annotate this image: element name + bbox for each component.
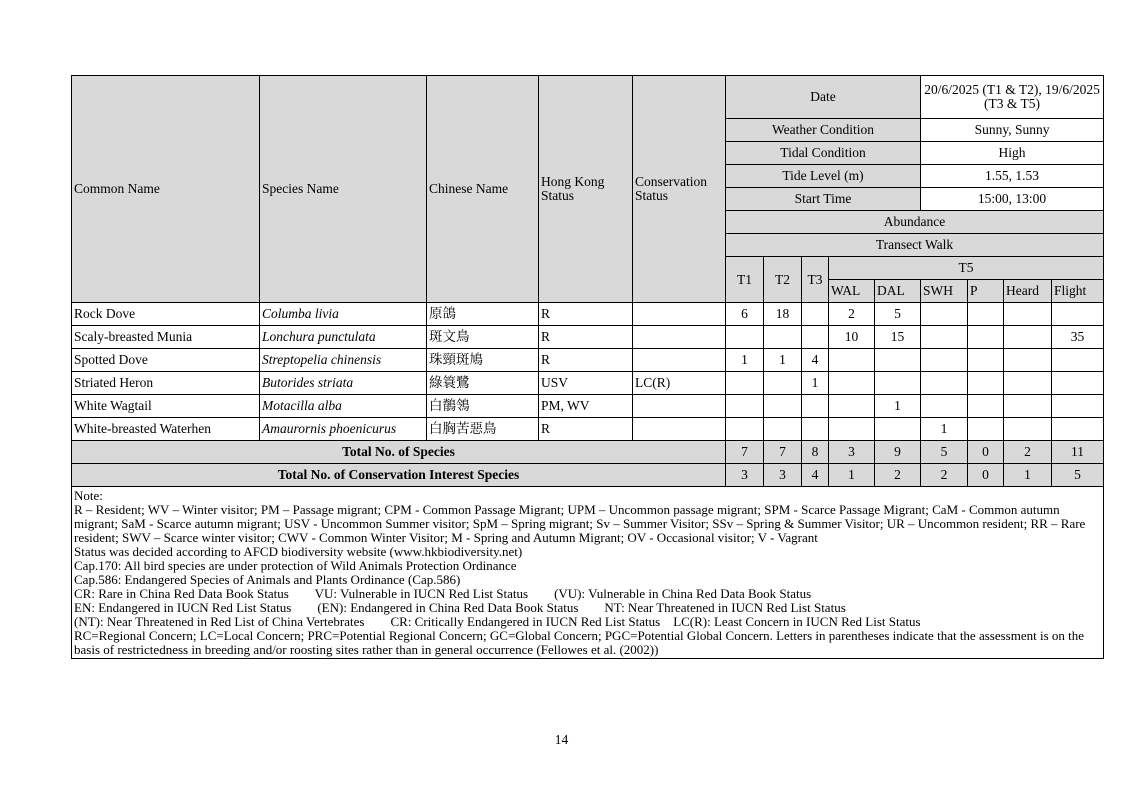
- count-p: [968, 418, 1004, 441]
- total-species-t1: 7: [726, 441, 764, 464]
- col-swh: SWH: [921, 280, 968, 303]
- count-heard: [1004, 349, 1052, 372]
- total-species-heard: 2: [1004, 441, 1052, 464]
- species-hk-status: R: [539, 303, 633, 326]
- count-flight: [1052, 372, 1104, 395]
- species-common-name: Rock Dove: [72, 303, 260, 326]
- table-row: [72, 418, 1104, 441]
- count-t2: [764, 372, 802, 395]
- species-hk-status: R: [539, 418, 633, 441]
- notes-cell: [72, 487, 1104, 659]
- count-t2: [764, 395, 802, 418]
- header-hk-status: Hong Kong Status: [539, 76, 633, 303]
- total-species-wal: 3: [829, 441, 875, 464]
- note-line: EN: Endangered in IUCN Red List Status (EN): Endangered in China Red Data Book Status NT: Near Threatened in IUCN Red List Status: [74, 600, 846, 615]
- count-flight: [1052, 418, 1104, 441]
- species-scientific-name: Streptopelia chinensis: [260, 349, 427, 372]
- species-rows: [72, 303, 1104, 441]
- species-hk-status: USV: [539, 372, 633, 395]
- table-row: [72, 303, 1104, 326]
- note-line: Status was decided according to AFCD biodiversity website (www.hkbiodiversity.net): [74, 544, 523, 559]
- count-dal: 1: [875, 395, 921, 418]
- col-heard: Heard: [1004, 280, 1052, 303]
- header-chinese-name: Chinese Name: [427, 76, 539, 303]
- tidal-label: Tidal Condition: [726, 142, 921, 165]
- count-heard: [1004, 418, 1052, 441]
- total-species-t3: 8: [802, 441, 829, 464]
- weather-value: Sunny, Sunny: [921, 119, 1104, 142]
- species-chinese-name: 白鶺鴒: [427, 395, 539, 418]
- total-conservation-heard: 1: [1004, 464, 1052, 487]
- total-conservation-t3: 4: [802, 464, 829, 487]
- count-wal: 10: [829, 326, 875, 349]
- tide-level-label: Tide Level (m): [726, 165, 921, 188]
- count-t2: 18: [764, 303, 802, 326]
- species-hk-status: PM, WV: [539, 395, 633, 418]
- tidal-value: High: [921, 142, 1104, 165]
- total-conservation-swh: 2: [921, 464, 968, 487]
- total-species-label: Total No. of Species: [72, 441, 726, 464]
- species-conservation-status: [633, 418, 726, 441]
- total-conservation-t2: 3: [764, 464, 802, 487]
- count-heard: [1004, 326, 1052, 349]
- total-species-t2: 7: [764, 441, 802, 464]
- note-line: RC=Regional Concern; LC=Local Concern; PRC=Potential Regional Concern; GC=Global Concern; PGC=Potential Global Concern. Letters in parentheses indicate that the assessment is on the basis of restrictedness in breeding and/or roosting sites rather than in general occurrence (Fellowes et al. (2002)): [74, 628, 1088, 657]
- total-conservation-t1: 3: [726, 464, 764, 487]
- count-t1: [726, 326, 764, 349]
- species-common-name: Scaly-breasted Munia: [72, 326, 260, 349]
- table-header: [72, 76, 1104, 303]
- count-t3: 4: [802, 349, 829, 372]
- count-t1: [726, 372, 764, 395]
- species-common-name: White Wagtail: [72, 395, 260, 418]
- count-t1: [726, 395, 764, 418]
- abundance-label: Abundance: [726, 211, 1104, 234]
- count-wal: [829, 349, 875, 372]
- count-p: [968, 326, 1004, 349]
- col-t5: T5: [829, 257, 1104, 280]
- start-time-value: 15:00, 13:00: [921, 188, 1104, 211]
- count-wal: [829, 418, 875, 441]
- count-heard: [1004, 372, 1052, 395]
- count-swh: [921, 372, 968, 395]
- count-flight: [1052, 303, 1104, 326]
- species-chinese-name: 白胸苦惡鳥: [427, 418, 539, 441]
- count-swh: [921, 349, 968, 372]
- count-wal: [829, 372, 875, 395]
- count-p: [968, 372, 1004, 395]
- total-species-swh: 5: [921, 441, 968, 464]
- col-wal: WAL: [829, 280, 875, 303]
- species-scientific-name: Amaurornis phoenicurus: [260, 418, 427, 441]
- count-flight: 35: [1052, 326, 1104, 349]
- table-row: [72, 372, 1104, 395]
- count-dal: [875, 349, 921, 372]
- count-swh: [921, 326, 968, 349]
- count-t3: [802, 303, 829, 326]
- count-t1: 6: [726, 303, 764, 326]
- count-p: [968, 303, 1004, 326]
- count-wal: 2: [829, 303, 875, 326]
- count-swh: [921, 303, 968, 326]
- count-dal: 15: [875, 326, 921, 349]
- tide-level-value: 1.55, 1.53: [921, 165, 1104, 188]
- note-line: R – Resident; WV – Winter visitor; PM – Passage migrant; CPM - Common Passage Migrant; UPM – Uncommon passage migrant; SPM - Scarce Passage Migrant; CaM - Common autumn migrant; SaM - Scarce autumn migrant; USV - Uncommon Summer visitor; SpM – Spring migrant; Sv – Summer Visitor; SSv – Spring & Summer Visitor; UR – Uncommon resident; RR – Rare resident; SWV – Scarce winter visitor; CWV - Common Winter Visitor; M - Spring and Autumn Migrant; OV - Occasional visitor; V - Vagrant: [74, 502, 1089, 545]
- count-t3: [802, 418, 829, 441]
- count-p: [968, 349, 1004, 372]
- species-conservation-status: [633, 395, 726, 418]
- species-scientific-name: Motacilla alba: [260, 395, 427, 418]
- note-line: (NT): Near Threatened in Red List of China Vertebrates CR: Critically Endangered in IUCN Red List Status LC(R): Least Concern in IUCN Red List Status: [74, 614, 921, 629]
- species-chinese-name: 斑文鳥: [427, 326, 539, 349]
- species-conservation-status: [633, 303, 726, 326]
- total-conservation-label: Total No. of Conservation Interest Species: [72, 464, 726, 487]
- count-t3: [802, 395, 829, 418]
- count-flight: [1052, 395, 1104, 418]
- count-heard: [1004, 303, 1052, 326]
- date-value: 20/6/2025 (T1 & T2), 19/6/2025 (T3 & T5): [921, 76, 1104, 119]
- species-common-name: White-breasted Waterhen: [72, 418, 260, 441]
- count-t2: [764, 418, 802, 441]
- species-conservation-status: LC(R): [633, 372, 726, 395]
- header-common-name: Common Name: [72, 76, 260, 303]
- col-p: P: [968, 280, 1004, 303]
- species-common-name: Striated Heron: [72, 372, 260, 395]
- count-dal: [875, 372, 921, 395]
- count-t2: 1: [764, 349, 802, 372]
- count-t3: 1: [802, 372, 829, 395]
- species-conservation-status: [633, 326, 726, 349]
- count-wal: [829, 395, 875, 418]
- count-t3: [802, 326, 829, 349]
- transect-walk-label: Transect Walk: [726, 234, 1104, 257]
- page-number: 14: [554, 732, 569, 747]
- species-common-name: Spotted Dove: [72, 349, 260, 372]
- count-heard: [1004, 395, 1052, 418]
- start-time-label: Start Time: [726, 188, 921, 211]
- total-conservation-flight: 5: [1052, 464, 1104, 487]
- col-t1: T1: [726, 257, 764, 303]
- weather-label: Weather Condition: [726, 119, 921, 142]
- col-t2: T2: [764, 257, 802, 303]
- count-p: [968, 395, 1004, 418]
- total-species-dal: 9: [875, 441, 921, 464]
- note-line: Note:: [74, 488, 103, 503]
- total-conservation-dal: 2: [875, 464, 921, 487]
- count-dal: [875, 418, 921, 441]
- count-swh: 1: [921, 418, 968, 441]
- table-row: [72, 395, 1104, 418]
- note-line: Cap.586: Endangered Species of Animals and Plants Ordinance (Cap.586): [74, 572, 461, 587]
- total-conservation-wal: 1: [829, 464, 875, 487]
- species-scientific-name: Columba livia: [260, 303, 427, 326]
- date-label: Date: [726, 76, 921, 119]
- header-species-name: Species Name: [260, 76, 427, 303]
- count-swh: [921, 395, 968, 418]
- species-chinese-name: 綠簑鷺: [427, 372, 539, 395]
- species-scientific-name: Lonchura punctulata: [260, 326, 427, 349]
- total-species-p: 0: [968, 441, 1004, 464]
- species-hk-status: R: [539, 326, 633, 349]
- count-dal: 5: [875, 303, 921, 326]
- count-t1: 1: [726, 349, 764, 372]
- table-totals: [72, 441, 1104, 659]
- bird-survey-table: [71, 75, 1104, 659]
- count-t2: [764, 326, 802, 349]
- species-hk-status: R: [539, 349, 633, 372]
- table-row: [72, 349, 1104, 372]
- col-flight: Flight: [1052, 280, 1104, 303]
- species-chinese-name: 珠頸斑鳩: [427, 349, 539, 372]
- col-t3: T3: [802, 257, 829, 303]
- species-conservation-status: [633, 349, 726, 372]
- total-species-flight: 11: [1052, 441, 1104, 464]
- count-flight: [1052, 349, 1104, 372]
- total-conservation-p: 0: [968, 464, 1004, 487]
- species-chinese-name: 原鴿: [427, 303, 539, 326]
- note-line: CR: Rare in China Red Data Book Status VU: Vulnerable in IUCN Red List Status (VU): Vulnerable in China Red Data Book Status: [74, 586, 812, 601]
- header-conservation-status: Conservation Status: [633, 76, 726, 303]
- count-t1: [726, 418, 764, 441]
- table-row: [72, 326, 1104, 349]
- col-dal: DAL: [875, 280, 921, 303]
- note-line: Cap.170: All bird species are under protection of Wild Animals Protection Ordinance: [74, 558, 517, 573]
- species-scientific-name: Butorides striata: [260, 372, 427, 395]
